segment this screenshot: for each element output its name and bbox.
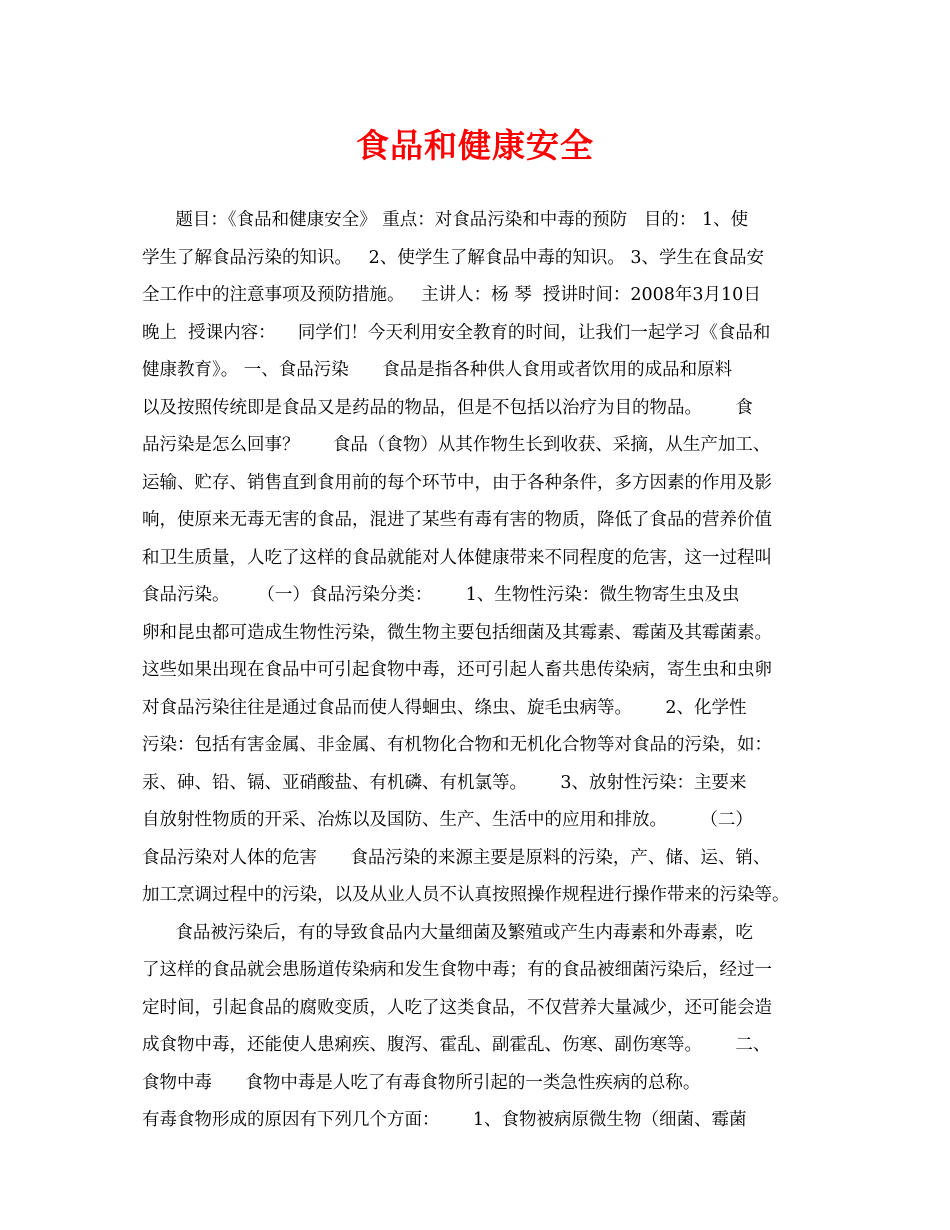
body-line: 品污染是怎么回事？ 食品（食物）从其作物生长到收获、采摘，从生产加工、 — [142, 435, 771, 455]
body-line: 加工烹调过程中的污染，以及从业人员不认真按照操作规程进行操作带来的污染等。 — [142, 885, 790, 905]
body-line: 学生了解食品污染的知识。 2、使学生了解食品中毒的知识。 3、学生在食品安 — [142, 247, 765, 268]
body-line: 有毒食物形成的原因有下列几个方面： 1、食物被病原微生物（细菌、霉菌 — [142, 1110, 747, 1130]
body-line: 题目：《食品和健康安全》 重点：对食品污染和中毒的预防 目的： 1、使 — [142, 210, 749, 230]
body-line: 这些如果出现在食品中可引起食物中毒，还可引起人畜共患传染病，寄生虫和虫卵 — [142, 660, 772, 680]
body-line: 和卫生质量，人吃了这样的食品就能对人体健康带来不同程度的危害，这一过程叫 — [142, 547, 772, 568]
body-line: 食品污染对人体的危害 食品污染的来源主要是原料的污染，产、储、运、销、 — [142, 847, 771, 868]
body-line: 健康教育》。 一、食品污染 食品是指各种供人食用或者饮用的成品和原料 — [142, 360, 733, 380]
document-title: 食品和健康安全 — [356, 126, 594, 165]
body-line: 食物中毒 食物中毒是人吃了有毒食物所引起的一类急性疾病的总称。 — [142, 1072, 701, 1093]
body-line: 晚上 授课内容： 同学们！今天利用安全教育的时间，让我们一起学习《食品和 — [142, 322, 771, 343]
body-line: 了这样的食品就会患肠道传染病和发生食物中毒；有的食品被细菌污染后，经过一 — [142, 960, 772, 980]
body-line: 汞、砷、铅、镉、亚硝酸盐、有机磷、有机氯等。 3、放射性污染：主要来 — [142, 772, 747, 793]
body-line: 对食品污染往往是通过食品而使人得蛔虫、绦虫、旋毛虫病等。 2、化学性 — [142, 697, 747, 718]
body-line: 以及按照传统即是食品又是药品的物品，但是不包括以治疗为目的物品。 食 — [142, 397, 753, 418]
body-line: 污染：包括有害金属、非金属、有机物化合物和无机化合物等对食品的污染，如： — [142, 735, 772, 755]
body-line: 自放射性物质的开采、冶炼以及国防、生产、生活中的应用和排放。 （二） — [142, 810, 753, 830]
body-line: 食品被污染后，有的导致食品内大量细菌及繁殖或产生内毒素和外毒素，吃 — [142, 922, 753, 943]
body-line: 运输、贮存、销售直到食用前的每个环节中，由于各种条件，多方因素的作用及影 — [142, 472, 772, 493]
body-line: 全工作中的注意事项及预防措施。 主讲人：杨 琴 授讲时间：2008年3月10日 — [142, 285, 761, 305]
body-line: 成食物中毒，还能使人患痢疾、腹泻、霍乱、副霍乱、伤寒、副伤寒等。 二、 — [142, 1035, 771, 1055]
body-line: 定时间，引起食品的腐败变质，人吃了这类食品，不仅营养大量减少，还可能会造 — [142, 997, 772, 1018]
body-line: 响，使原来无毒无害的食品，混进了某些有毒有害的物质，降低了食品的营养价值 — [142, 510, 772, 530]
body-line: 卵和昆虫都可造成生物性污染，微生物主要包括细菌及其霉素、霉菌及其霉菌素。 — [142, 622, 772, 643]
body-line: 食品污染。 （一）食品污染分类： 1、生物性污染：微生物寄生虫及虫 — [142, 585, 740, 605]
